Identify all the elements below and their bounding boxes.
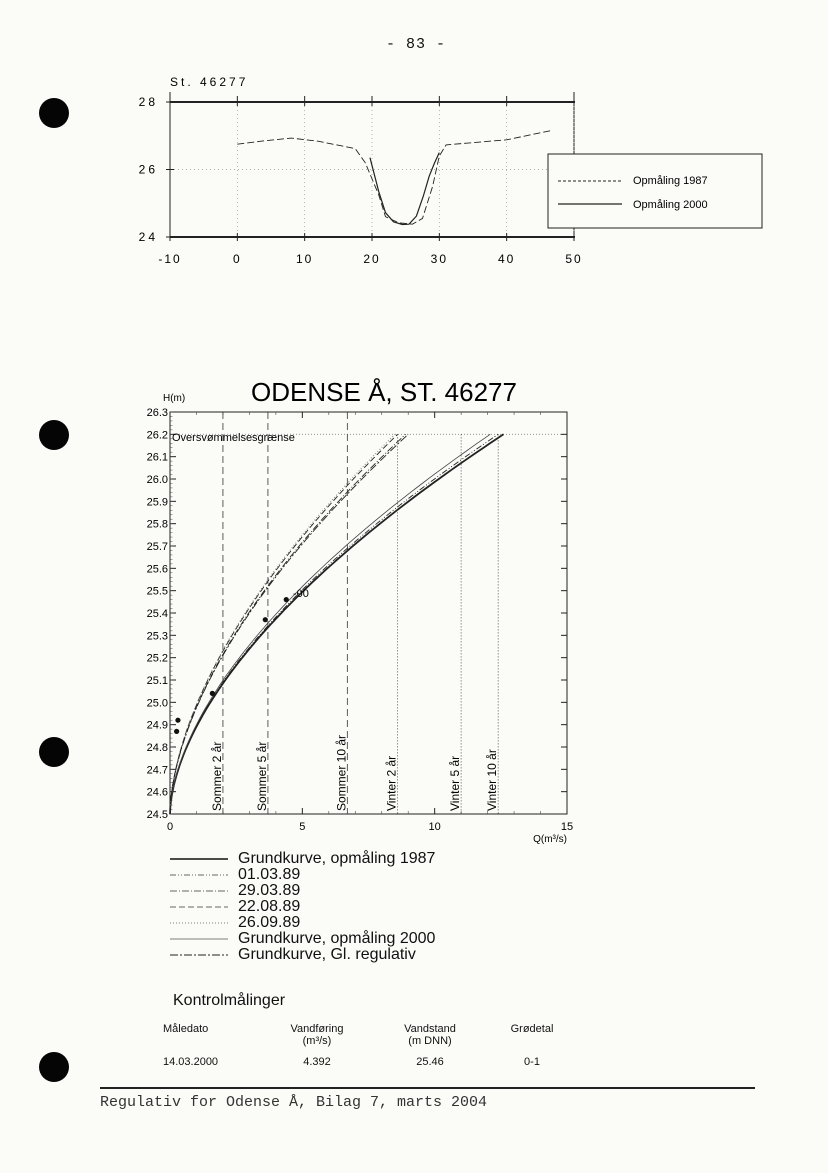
rating-x-tick-label: 5 [299, 821, 306, 833]
legend-label: Grundkurve, opmåling 2000 [238, 930, 436, 947]
control-header-weed: Grødetal [510, 1023, 554, 1035]
control-cell-stage: 25.46 [416, 1056, 444, 1068]
control-cell-weed: 0-1 [524, 1056, 540, 1068]
profile-x-tick-label: 40 [497, 252, 516, 266]
return-period-label: Vinter 10 år [485, 749, 500, 811]
rating-y-tick-label: 25.2 [146, 652, 168, 665]
control-header-flow: Vandføring (m³/s) [290, 1023, 344, 1047]
rating-curve [170, 434, 398, 814]
rating-y-tick-label: 25.6 [146, 563, 168, 576]
legend-swatch [168, 883, 232, 899]
rating-y-tick-label: 24.9 [146, 719, 168, 732]
rating-y-tick-label: 24.8 [146, 742, 168, 754]
legend-swatch [168, 947, 232, 963]
profile-x-tick-label: 30 [430, 252, 449, 266]
legend-swatch [168, 867, 232, 883]
profile-legend-label-1987: Opmåling 1987 [633, 175, 708, 187]
rating-x-tick-label: 15 [560, 821, 574, 833]
return-period-label: Vinter 2 år [384, 755, 399, 811]
return-period-label: Sommer 2 år [209, 741, 224, 811]
legend-label: 26.09.89 [238, 914, 301, 931]
rating-y-tick-label: 25.7 [146, 541, 168, 553]
legend-swatch [168, 915, 232, 931]
rating-y-tick-label: 26.0 [146, 474, 168, 486]
rating-y-tick-label: 25.4 [146, 608, 168, 620]
measured-point [210, 691, 215, 696]
legend-label: Grundkurve, Gl. regulativ [238, 946, 416, 963]
rating-title: ODENSE Å, ST. 46277 [251, 377, 517, 407]
rating-x-tick-label: 10 [428, 821, 441, 833]
punch-hole [39, 1052, 69, 1082]
profile-x-tick-label: 10 [295, 252, 314, 266]
rating-y-tick-label: 26.2 [146, 429, 168, 442]
measured-point [263, 617, 268, 622]
rating-curve [170, 434, 395, 814]
rating-y-tick-label: 25.0 [146, 697, 168, 710]
rating-curve [170, 434, 406, 814]
measured-point [175, 718, 180, 723]
rating-y-tick-label: 24.7 [146, 764, 168, 777]
control-cell-flow: 4.392 [303, 1056, 331, 1068]
legend-label: 01.03.89 [238, 866, 301, 883]
rating-y-tick-label: 24.6 [146, 786, 168, 799]
rating-y-tick-label: 25.3 [146, 630, 168, 643]
control-cell-date: 14.03.2000 [163, 1056, 219, 1068]
profile-x-tick-label: 20 [363, 252, 381, 266]
rating-y-tick-label: 25.5 [146, 585, 168, 598]
legend-swatch [168, 899, 232, 915]
page-number: - 83 - [386, 36, 447, 53]
rating-curve [170, 434, 408, 814]
rating-y-tick-label: 25.8 [146, 518, 168, 531]
legend-label: 22.08.89 [238, 898, 301, 915]
return-period-label: Sommer 5 år [254, 741, 269, 811]
profile-y-tick-label: 26 [138, 162, 158, 177]
profile-x-tick-label: 50 [565, 252, 583, 266]
rating-y-tick-label: 25.9 [146, 496, 168, 509]
rating-ylabel: H(m) [163, 393, 186, 404]
return-period-label: Sommer 10 år [334, 734, 349, 811]
rating-y-tick-label: 25.1 [146, 675, 168, 687]
profile-x-tick-label: -10 [158, 252, 182, 266]
rating-xlabel: Q(m³/s) [533, 834, 567, 845]
flood-label: Oversvømmelsesgrænse [172, 432, 295, 444]
rating-y-tick-label: 26.3 [146, 407, 168, 419]
rating-y-tick-label: 24.5 [146, 809, 168, 821]
footer-text: Regulativ for Odense Å, Bilag 7, marts 2004 [100, 1094, 488, 1111]
rating-x-tick-label: 0 [166, 821, 174, 833]
profile-x-tick-label: 0 [232, 252, 242, 266]
control-header-stage: Vandstand (m DNN) [404, 1023, 456, 1047]
footer-rule [100, 1087, 755, 1089]
profile-legend-label-2000: Opmåling 2000 [633, 199, 708, 211]
profile-y-tick-label: 28 [138, 95, 158, 109]
control-title: Kontrolmålinger [173, 992, 286, 1009]
profile-station-label: St. 46277 [170, 75, 249, 89]
return-period-label: Vinter 5 år [448, 755, 463, 811]
profile-y-tick-label: 24 [138, 230, 158, 244]
legend-label: Grundkurve, opmåling 1987 [238, 850, 436, 867]
rating-y-tick-label: 26.1 [146, 451, 168, 464]
legend-label: 29.03.89 [238, 882, 301, 899]
measured-point [284, 597, 289, 602]
measured-point [174, 729, 179, 734]
control-header-date: Måledato [163, 1023, 209, 1035]
legend-swatch [168, 931, 232, 947]
point-label: -00 [293, 588, 309, 600]
legend-swatch [168, 851, 232, 867]
